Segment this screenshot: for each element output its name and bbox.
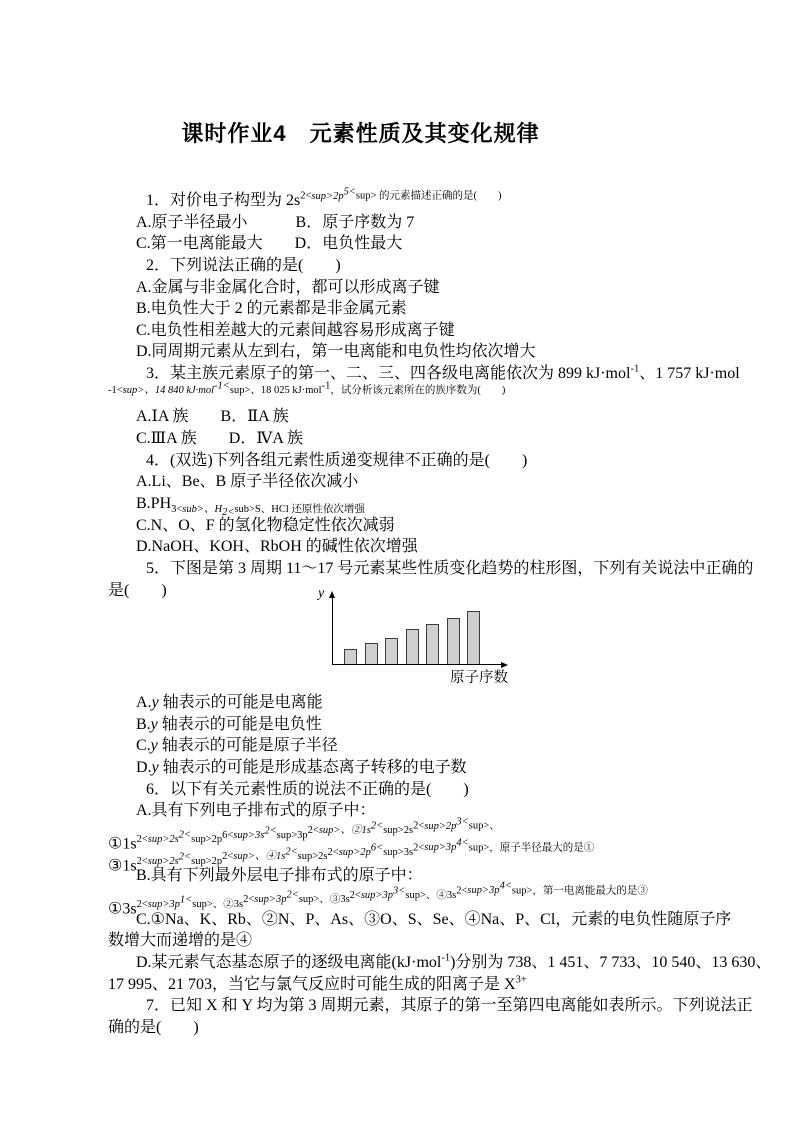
q6-option-d-1: D.某元素气态基态原子的逐级电离能(kJ·mol$^{-1}$)分别为 738、1 451、7 733、10 540、13 630、 [136, 952, 772, 971]
q6-option-a-2: $①1s^{2<sup>2s^{2<}sup>2p^{6<sup>3s^{2<}sup>3p^{2<sup>、②1s^{2<}sup>2s^{2<sup>2p^{3<}sup>、}}}}$ [108, 816, 500, 853]
q4-stem: 4．(双选)下列各组元素性质递变规律不正确的是( ) [146, 451, 528, 469]
q1-options-cd: C.第一电离能最大 D．电负性最大 [136, 235, 403, 253]
q6-stem: 6．以下有关元素性质的说法不正确的是( ) [146, 780, 469, 798]
chart-x-axis [332, 664, 502, 665]
chart-bar-13 [385, 638, 398, 664]
q5-option-b: B.y 轴表示的可能是电负性 [136, 715, 322, 733]
q6-option-b-1: B.具有下列最外层电子排布式的原子中： [136, 867, 423, 885]
chart-bar-11 [344, 649, 357, 664]
q4-option-c: C.N、O、F 的氢化物稳定性依次减弱 [136, 516, 395, 534]
q5-option-d: D.y 轴表示的可能是形成基态离子转移的电子数 [136, 759, 467, 777]
q3-stem-1: 3．某主族元素原子的第一、二、三、四各级电离能依次为 899 kJ·mol$^{-1}$、1 757 kJ·mol [146, 363, 740, 383]
q5-option-a: A.y 轴表示的可能是电离能 [136, 694, 323, 712]
chart-x-axis-label: 原子序数 [450, 670, 508, 686]
q5-bar-chart [318, 586, 525, 686]
q2-stem: 2．下列说法正确的是( ) [146, 256, 341, 274]
q5-stem-2: 是( ) [108, 581, 167, 599]
chart-y-axis [332, 598, 333, 665]
page-title: 课时作业4 元素性质及其变化规律 [181, 121, 540, 146]
q4-option-d: D.NaOH、KOH、RbOH 的碱性依次增强 [136, 538, 418, 556]
q7-stem-1: 7．已知 X 和 Y 均为第 3 周期元素，其原子的第一至第四电离能如表所示。下列说法正 [146, 997, 753, 1015]
chart-y-axis-arrow-icon [329, 591, 335, 598]
q1-stem: 1．对价电子构型为 $2s^{2<sup>2p^{5<}sup> 的元素描述正确的是( )}$ [146, 186, 502, 209]
q3-options-cd: C.ⅢA 族 D．ⅣA 族 [136, 430, 303, 448]
chart-bar-16 [447, 618, 460, 664]
q3-options-ab: A.ⅠA 族 B．ⅡA 族 [136, 408, 289, 426]
chart-y-axis-label: y [318, 586, 325, 601]
q4-option-b: $B.PH_{3<sub>、H_{2<}sub>S、HCl 还原性依次增强}$ [136, 494, 365, 519]
q6-option-d-2: 17 995、21 703，当它与氯气反应时可能生成的阳离子是 $X^{3+}$ [108, 974, 527, 993]
q5-stem-1: 5．下图是第 3 周期 11～17 号元素某些性质变化趋势的柱形图，下列有关说法中正确的 [146, 559, 754, 577]
q2-option-d: D.同周期元素从左到右，第一电离能和电负性均依次增大 [136, 343, 536, 361]
q6-option-a-3: $③1s^{2<sup>2s^{2<}sup>2p^{2<sup>、④1s^{2<}sup>2s^{2<sup>2p^{6<}sup>3s^{2<sup>3p^{4<}sup>,原子半径最大的是①}}}}$ [108, 837, 595, 874]
q2-option-b: B.电负性大于 2 的元素都是非金属元素 [136, 300, 407, 318]
q6-option-b-2: $①3s^{2<sup>3p^{1<}sup>、②3s^{2<sup>3p^{2<}sup>、③3s^{2<sup>3p^{3<}sup>、④3s^{2<sup>3p^{4<}sup>,第一电离能最大的是③}}}}$ [108, 880, 648, 918]
q6-option-a-1: A.具有下列电子排布式的原子中： [136, 802, 376, 820]
q6-option-c-1: C.①Na、K、Rb、②N、P、As、③O、S、Se、④Na、P、Cl，元素的电负性随原子序 [136, 910, 732, 928]
q5-option-c: C.y 轴表示的可能是原子半径 [136, 737, 338, 755]
q2-option-a: A.金属与非金属化合时，都可以形成离子键 [136, 278, 440, 296]
q2-option-c: C.电负性相差越大的元素间越容易形成离子键 [136, 321, 455, 339]
q6-option-c-2: 数增大而递增的是④ [108, 932, 253, 950]
q4-option-a: A.Li、Be、B 原子半径依次减小 [136, 473, 359, 491]
chart-bar-14 [406, 629, 419, 664]
chart-bar-17 [467, 611, 480, 664]
q7-stem-2: 确的是( ) [108, 1018, 199, 1036]
q1-options-ab: A.原子半径最小 B．原子序数为 7 [136, 213, 415, 231]
chart-bar-12 [365, 643, 378, 664]
q3-stem-2: -1<sup>、14 840 kJ·mol-1<sup>、18 025 kJ·mol-1，试分析该元素所在的族序数为( ) [108, 380, 506, 397]
chart-bar-15 [426, 624, 439, 664]
